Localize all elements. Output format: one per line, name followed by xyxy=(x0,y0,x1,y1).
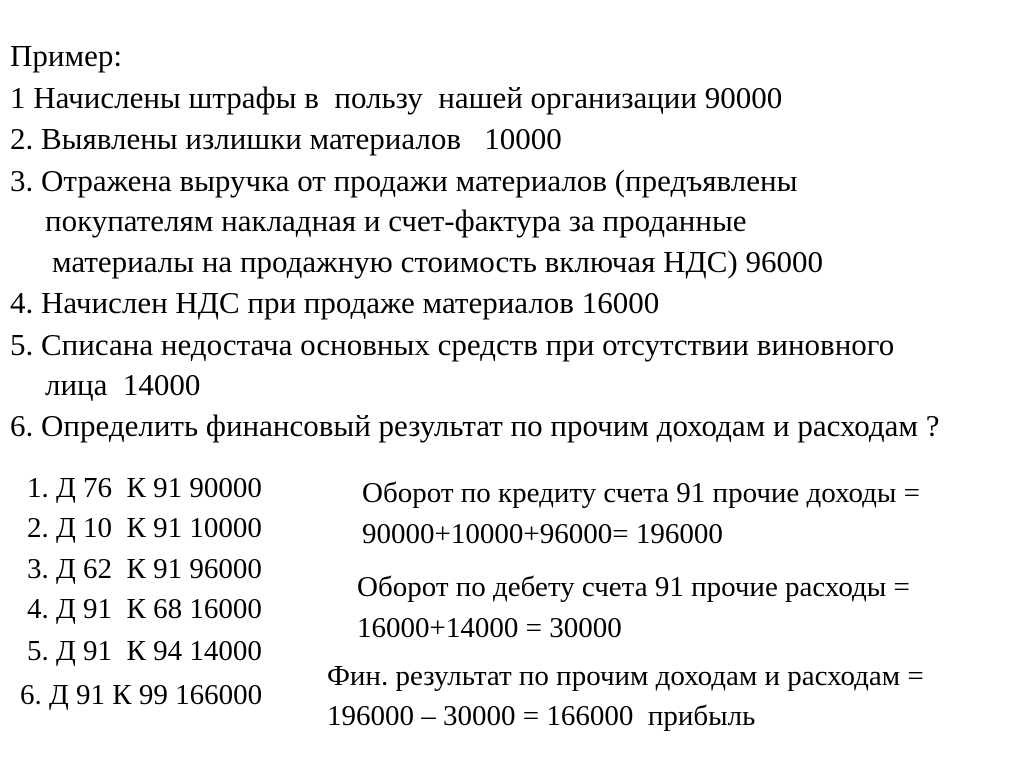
result: Фин. результат по прочим доходам и расходам = xyxy=(327,660,924,692)
task-line: 6. Определить финансовый результат по прочим доходам и расходам ? xyxy=(10,408,940,443)
credit-turnover: Оборот по кредиту счета 91 прочие доходы = xyxy=(362,477,920,509)
task-line: покупателям накладная и счет-фактура за проданные xyxy=(45,203,747,238)
debit-turnover-calc: 16000+14000 = 30000 xyxy=(357,612,622,644)
entry: 2. Д 10 К 91 10000 xyxy=(27,512,262,544)
task-line: 5. Списана недостача основных средств при отсутствии виновного xyxy=(10,327,895,362)
entry: 3. Д 62 К 91 96000 xyxy=(27,553,262,585)
result-calc: 196000 – 30000 = 166000 прибыль xyxy=(327,700,756,732)
entry: 5. Д 91 К 94 14000 xyxy=(27,635,262,667)
entry: 4. Д 91 К 68 16000 xyxy=(27,593,262,625)
task-line: 4. Начислен НДС при продаже материалов 16000 xyxy=(10,285,660,320)
entry: 6. Д 91 К 99 166000 xyxy=(20,679,263,711)
task-line: материалы на продажную стоимость включая НДС) 96000 xyxy=(52,244,823,279)
task-line: 3. Отражена выручка от продажи материалов (предъявлены xyxy=(10,163,798,198)
task-line: 2. Выявлены излишки материалов 10000 xyxy=(10,121,562,156)
heading: Пример: xyxy=(10,38,122,73)
task-line: 1 Начислены штрафы в пользу нашей организации 90000 xyxy=(10,80,783,115)
entry: 1. Д 76 К 91 90000 xyxy=(27,472,262,504)
credit-turnover-calc: 90000+10000+96000= 196000 xyxy=(362,518,723,550)
task-line: лица 14000 xyxy=(45,367,201,402)
debit-turnover: Оборот по дебету счета 91 прочие расходы = xyxy=(357,571,910,603)
